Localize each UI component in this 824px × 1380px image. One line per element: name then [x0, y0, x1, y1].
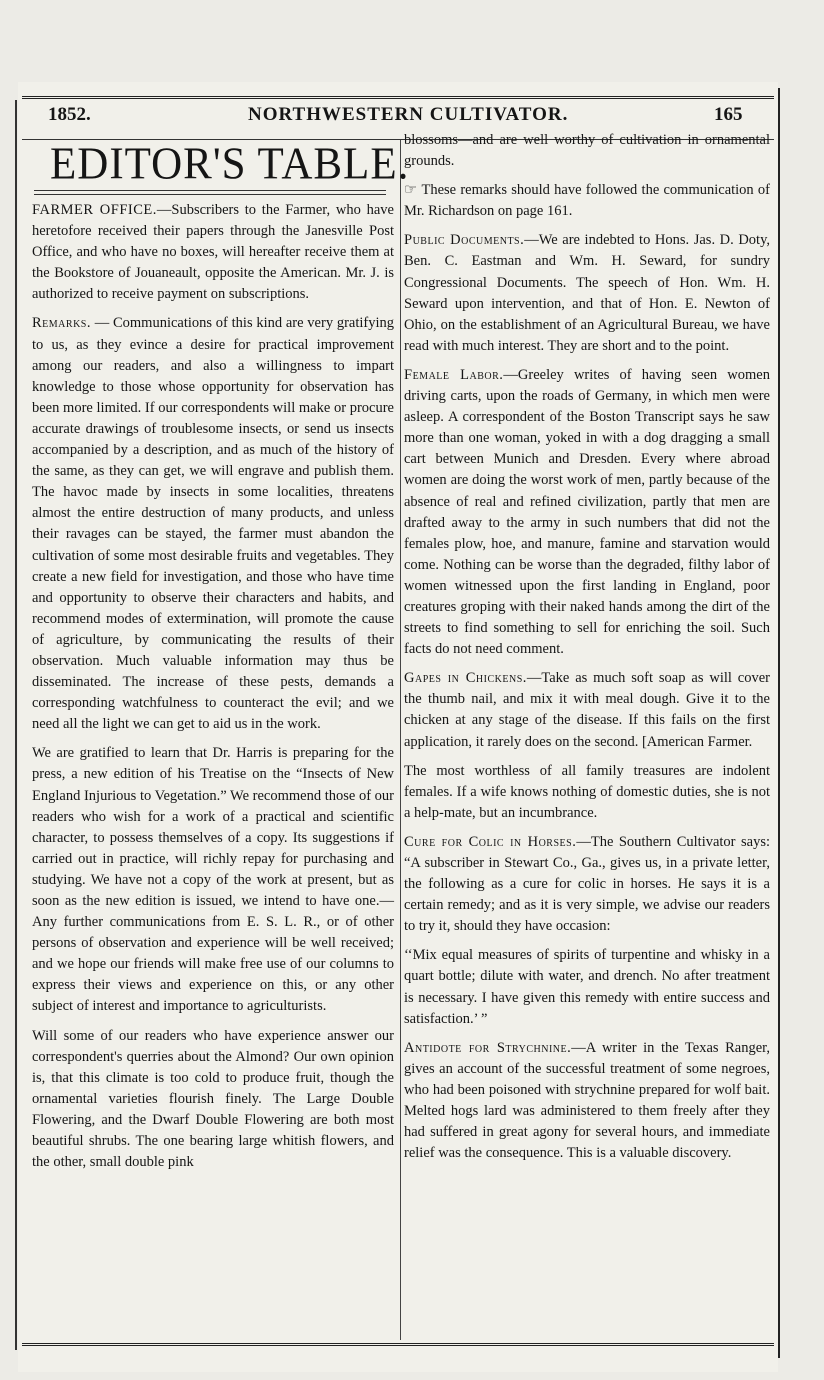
- article-text: These remarks should have followed the communication of Mr. Richardson on page 161.: [404, 182, 770, 220]
- article-text: ‘‘Mix equal measures of spirits of turpentine and whisky in a quart bottle; dilute with water, and drench. No after treatment is necessary. I have given this remedy with entire success and satisfaction.’ ”: [404, 947, 770, 1027]
- page-year: 1852.: [48, 104, 91, 125]
- article-paragraph: [404, 832, 770, 937]
- article-text: —Greeley writes of having seen women driving carts, upon the roads of Germany, in which men were asleep. A correspondent of the Boston Transcript says he saw more than one woman, yoked in with a dog dragging a small cart between Munich and Dresden. Every where abroad women are doing the worst work of men, partly because of the absence of real and refined civilization, partly that men are drafted away to the army in such numbers that did not the females plow, hoe, and manure, famine and starvation would come. Nothing can be worse than the degraded, filthy labor of women witnessed upon the first landing in England, poor creatures groping with their naked hands among the dirt of the streets to find something to sell for enriching the soil. Such facts do not need comment.: [404, 366, 770, 658]
- article-heading: Remarks.: [32, 315, 91, 332]
- bottom-rule: [22, 1343, 774, 1346]
- article-paragraph: [32, 743, 394, 1017]
- article-text: —We are indebted to Hons. Jas. D. Doty, Ben. C. Eastman and Wm. H. Seward, for sundry Congressional Documents. The speech of Hon. Wm. H. Seward upon intervention, and that of Hon. E. Newton of Ohio, on the establishment of an Agricultural Bureau, we have read with much interest. They are short and to the point.: [404, 232, 771, 354]
- article-paragraph: [404, 761, 770, 824]
- right-column: [404, 130, 770, 1164]
- article-text: blossoms—and are well worthy of cultivation in ornamental grounds.: [404, 132, 770, 170]
- article-paragraph: [404, 945, 770, 1029]
- article-text: We are gratified to learn that Dr. Harris is preparing for the press, a new edition of his Treatise on the “Insects of New England Injurious to Vegetation.” We recommend those of our readers who wish for a work of a practical and scientific character, to possess themselves of a copy. Its suggestions if carried out in practice, will richly repay for purchasing and studying. We have not a copy of the work at present, but as soon as the new edition is issued, we intend to have one.—Any further communications from E. S. L. R., or of other persons of observation and experience will be well received; and we hope our friends will make free use of our columns to express their views and experience on this, or any other subject of interest and importance to agriculturists.: [32, 745, 394, 1015]
- article-text: — Communications of this kind are very gratifying to us, as they evince a desire for practical improvement among our readers, and also a willingness to impart knowledge to those whose opportunity for observation has been more limited. If our correspondents will make or procure accurate drawings of troublesome insects, or send us insects accompanied by a description, and as much of the history of the same, as they can get, we will engrave and publish them. The havoc made by insects in some localities, threatens almost the entire destruction of many products, and unless their ravages can be stayed, the farmer must abandon the cultivation of some most desirable fruits and vegetables. They create a new field for investigation, and those who have time and opportunity to observe their characters and habits, and recommend modes of extermination, will promote the cause of agriculture, by communicating the results of their observation. Much valuable information may thus be disseminated. The increase of these pests, demands a corresponding watchfulness to counteract the evil; and we need all the light we can get to aid us in the work.: [32, 315, 394, 733]
- article-text: Will some of our readers who have experience answer our correspondent's querries about the Almond? Our own opinion is, that this climate is too cold to produce fruit, though the ornamental varieties flourish finely. The Large Double Flowering, and the Dwarf Double Flowering are both most beautiful shrubs. The one bearing large whitish flowers, and the other, small double pink: [32, 1027, 394, 1171]
- article-text: —The Southern Cultivator says: “A subscriber in Stewart Co., Ga., gives us, in a private letter, the following as a cure for colic in horses. He says it is a certain remedy; and as it is very simple, we advise our readers to try it, should they have occasion:: [404, 833, 770, 935]
- article-text: —A writer in the Texas Ranger, gives an account of the successful treatment of some negroes, who had been poisoned with strychnine prepared for wolf bait. Melted hogs lard was administered to them freely after they had suffered in great agony for several hours, and immediate relief was the consequence. This is a valuable discovery.: [404, 1039, 770, 1162]
- article-paragraph: [32, 1026, 394, 1174]
- article-text: The most worthless of all family treasures are indolent females. If a wife knows nothing of domestic duties, she is not a help-mate, but an incumbrance.: [404, 762, 770, 821]
- section-title-rule: [34, 190, 386, 191]
- article-paragraph: [404, 365, 770, 660]
- column-divider: [400, 140, 401, 1340]
- article-paragraph: [32, 200, 394, 305]
- article-text: —Take as much soft soap as will cover the thumb nail, and mix it with meal dough. Give it to the chicken at any stage of the disease. If this fails on the first application, it rarely does on the second. [American Farmer.: [404, 670, 770, 750]
- article-heading: Cure for Colic in Horses.: [404, 833, 577, 850]
- article-heading: Female Labor.: [404, 366, 504, 383]
- section-title-rule-2: [34, 194, 386, 195]
- article-text: —Subscribers to the Farmer, who have heretofore received their papers through the Janesville Post Office, and who have no boxes, will hereafter receive them at the Bookstore of Jouaneault, opposite the American. Mr. J. is authorized to receive payment on subscriptions.: [32, 202, 394, 303]
- article-paragraph: [404, 180, 770, 222]
- article-paragraph: [404, 130, 770, 172]
- left-column: [32, 200, 394, 1173]
- top-rule: [22, 96, 774, 99]
- page-edge-right: [778, 88, 780, 1358]
- article-heading: FARMER OFFICE.: [32, 202, 157, 218]
- article-paragraph: [404, 668, 770, 752]
- page-edge-left: [15, 100, 17, 1350]
- article-paragraph: [404, 230, 770, 357]
- page-number: 165: [714, 104, 743, 125]
- article-heading: Public Documents.: [404, 232, 525, 249]
- article-paragraph: [32, 313, 394, 735]
- article-heading: Antidote for Strychnine.: [404, 1039, 572, 1056]
- article-heading: Gapes in Chickens.: [404, 670, 527, 687]
- article-heading: ☞: [404, 182, 418, 199]
- running-title: NORTHWESTERN CULTIVATOR.: [248, 104, 569, 125]
- article-paragraph: [404, 1038, 770, 1165]
- section-title: EDITOR'S TABLE.: [50, 139, 410, 190]
